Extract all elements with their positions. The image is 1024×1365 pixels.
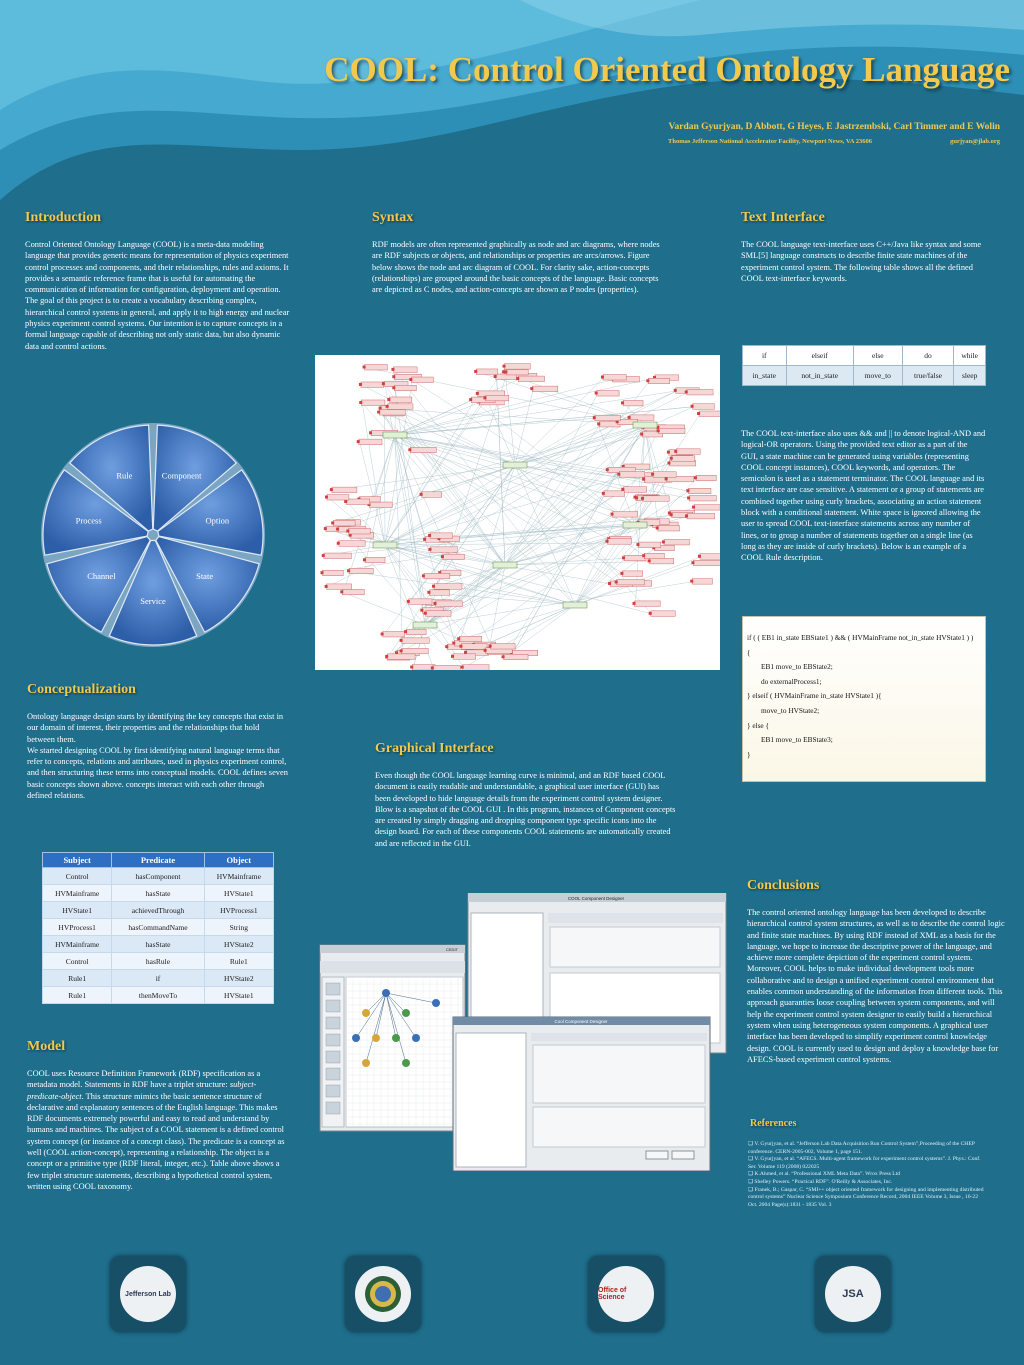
property-node [643, 496, 669, 502]
syntax-heading: Syntax [372, 210, 414, 225]
property-node [430, 547, 457, 553]
property-node [676, 449, 700, 455]
code-line: } else { [747, 720, 769, 730]
property-node [406, 629, 426, 635]
keyword-cell: not_in_state [786, 366, 853, 386]
table-cell: achievedThrough [112, 902, 204, 919]
palette-icon [326, 1068, 340, 1080]
property-node [430, 533, 452, 539]
table-row [43, 936, 274, 953]
property-node [653, 472, 676, 478]
table-cell: if [112, 970, 204, 987]
property-node [361, 400, 385, 406]
window-title: COOL Component Designer [567, 896, 625, 901]
component-icon [412, 1034, 420, 1042]
property-node [688, 488, 711, 494]
component-icon [352, 1034, 360, 1042]
keyword-cell: else [853, 346, 902, 366]
table-row [743, 366, 986, 386]
wheel-segment-label: Component [161, 470, 202, 481]
syntax-text: RDF models are often represented graphically as node and arc diagrams, where nodes are RDF subjects or objects, and relationships or properties are arcs/arrows. Figure below shows the node and arc diagram of COOL. For clarity sake, action-concepts (relationships) are grouped around the basic concepts of the language. Basic concepts are depicted as C nodes, and action-concepts are shown as P nodes (properties). [372, 240, 660, 295]
palette-icon [326, 1034, 340, 1046]
property-node [504, 654, 528, 660]
jsa-logo [815, 1256, 891, 1332]
introduction-heading: Introduction [25, 210, 101, 225]
property-node [443, 554, 464, 560]
concept-node [493, 562, 517, 568]
property-node [689, 495, 716, 501]
property-node [476, 369, 498, 375]
property-node [365, 365, 388, 371]
logo-disc [355, 1266, 411, 1322]
jefferson-lab-logo [110, 1256, 186, 1332]
column-header-subject: Subject [43, 853, 112, 868]
property-node [613, 512, 638, 518]
table-cell: HVState1 [43, 902, 112, 919]
property-node [619, 472, 645, 478]
wheel-segment-label: Process [75, 515, 102, 526]
text-interface-intro: The COOL language text-interface uses C++/Java like syntax and some SML[5] language constructs to describe finite state machines of the experiment control system. The following table shows all the defined COOL text-interface keywords. [741, 240, 982, 283]
property-node [518, 376, 544, 382]
property-node [617, 579, 645, 585]
property-node [623, 487, 646, 493]
property-node [659, 428, 685, 434]
model-text-emphasis: subject-predicate-object [27, 1080, 257, 1101]
column-header-object: Object [204, 853, 273, 868]
property-node [369, 502, 392, 508]
palette-icon [326, 1085, 340, 1097]
property-node [461, 644, 487, 650]
table-row [43, 885, 274, 902]
authors-line: Vardan Gyurjyan, D Abbott, G Heyes, E Jastrzembski, Carl Timmer and E Wolin [668, 122, 1000, 132]
property-node [453, 654, 476, 660]
model-text-rest: . This structure mimics the basic sentence structure of declarative and explanatory sentences of the English language. This makes RDF documents extremely powerful and easy to read and understand by humans and machines. The subject of a COOL statement is a defined control system concept (or instance of a concept class). The predicate is a concept as well (COOL action-concept), representing a relationship. The object is a concept or a primitive type (RDF literal, integer, etc.). Table above shows a few triplet structure statements, describing a hypothetical control system, written using COOL taxonomy. [27, 1091, 285, 1191]
property-node [323, 570, 344, 576]
affiliation: Thomas Jefferson National Accelerator Facility, Newport News, VA 23606 [668, 138, 873, 145]
conclusions-heading: Conclusions [747, 878, 820, 893]
concept-node [413, 622, 437, 628]
property-node [664, 539, 690, 545]
palette-icon [326, 1051, 340, 1063]
table-cell: HVState1 [204, 987, 273, 1004]
keyword-cell: sleep [954, 366, 986, 386]
property-node [332, 487, 357, 493]
table-row [43, 919, 274, 936]
wheel-segment-label: Rule [116, 470, 133, 481]
keyword-cell: move_to [853, 366, 902, 386]
property-node [491, 644, 515, 650]
rule-code-example [742, 616, 986, 782]
keyword-cell: in_state [743, 366, 787, 386]
keyword-cell: true/false [902, 366, 954, 386]
table-cell: Control [43, 868, 112, 885]
logo-disc: JSA [825, 1266, 881, 1322]
window-title: CEDIT [446, 947, 458, 952]
property-node [505, 364, 531, 370]
keyword-cell: while [954, 346, 986, 366]
property-node [388, 404, 413, 410]
component-icon [432, 999, 440, 1007]
code-line: move_to HVState2; [761, 705, 820, 715]
table-cell: hasComponent [112, 868, 204, 885]
property-node [623, 400, 643, 406]
conclusions-text: The control oriented ontology language has been developed to describe hierarchical control system structures, as well as to describe the control logic and finite state machines. By using RDF instead of XML as a basis for the language, we hope to increase the descriptive power of the language, and achieve more complete depiction of the experiment control system. Moreover, COOL helps to make individual development tools more collaborative and to design a unified experiment control environment that enables common understanding of the information from different tools. This approach guaranties loose coupling between system components, and will help the experiment control system designer to easily build a hierarchical system when using heterogeneous system components. A graphical user interface has been developed to simplify experiment control knowledge design. COOL is currently used to design and deploy a knowledge base for AFECS-based experiment control systems. [747, 908, 1005, 1064]
code-line: { [747, 647, 751, 657]
property-node [342, 589, 364, 595]
property-node [700, 554, 720, 560]
property-node [603, 375, 626, 381]
model-text [27, 1068, 289, 1192]
property-node [532, 386, 558, 392]
palette-icon [326, 1102, 340, 1114]
table-cell: HVProcess1 [204, 902, 273, 919]
keywords-table [742, 345, 986, 386]
rdf-node-arc-diagram [315, 355, 720, 670]
contact-email: gurjyan@jlab.org [950, 138, 1000, 145]
property-node [422, 492, 442, 498]
wheel-segment-label: State [196, 571, 214, 582]
table-cell: String [204, 919, 273, 936]
property-node [463, 665, 489, 670]
property-node [324, 553, 352, 559]
palette-icon [326, 1017, 340, 1029]
component-icon [402, 1059, 410, 1067]
concept-node [373, 542, 397, 548]
reference-item: ❑ Shelley Powers. “Practical RDF”. O'Reilly & Associates, Inc. [748, 1178, 893, 1185]
component-icon [402, 1009, 410, 1017]
property-node [608, 539, 632, 545]
concept-wheel-diagram [38, 420, 268, 650]
property-node [622, 571, 642, 577]
reference-item: ❑ V. Gyurjyan, et al. “Jefferson Lab Data Acquisition Run Control System”,Proceeding of the CHEP conference. CERN-2005-002, Volume 1, page 151. [748, 1141, 975, 1155]
component-icon [382, 989, 390, 997]
poster-title: COOL: Control Oriented Ontology Language [324, 50, 1010, 89]
code-line: do externalProcess1; [761, 676, 822, 686]
component-icon [362, 1059, 370, 1067]
property-node [327, 495, 349, 501]
property-node [429, 590, 449, 596]
table-cell: Rule1 [43, 970, 112, 987]
table-cell: HVState1 [204, 885, 273, 902]
reference-item: ❑ K.Ahmed, et al. “Professional XML Meta Data”. Wrox Press Ltd [748, 1171, 901, 1178]
introduction-paragraph: Control Oriented Ontology Language (COOL) is a meta-data modeling language that provides generic means for representation of physics experiment control processes and components, and their relationships, rules and axioms. It provides a semantic reference frame that is useful for automating the communication of information for configuration, deployment and operation. [25, 240, 289, 295]
table-cell: hasRule [112, 953, 204, 970]
table-row [43, 953, 274, 970]
property-node [638, 542, 660, 548]
property-node [389, 397, 411, 403]
table-cell: Rule1 [204, 953, 273, 970]
concept-node [503, 462, 527, 468]
property-node [692, 579, 712, 585]
property-node [394, 385, 416, 391]
property-node [339, 541, 365, 547]
wheel-segment-label: Option [205, 515, 230, 526]
table-row [43, 970, 274, 987]
table-cell: HVProcess1 [43, 919, 112, 936]
property-node [635, 601, 661, 607]
property-node [410, 447, 436, 453]
table-cell: HVState2 [204, 970, 273, 987]
property-node [434, 584, 462, 590]
property-node [651, 611, 676, 617]
property-node [379, 410, 405, 416]
table-cell: hasCommandName [112, 919, 204, 936]
gui-screenshot [316, 893, 729, 1171]
property-node [361, 382, 384, 388]
concept-node [623, 522, 647, 528]
property-node [349, 568, 373, 574]
conceptualization-paragraph: Ontology language design starts by identifying the key concepts that exist in our domain of interest, their properties and the relationships that hold between them. [27, 712, 284, 744]
property-node [359, 439, 382, 445]
property-node [687, 389, 713, 395]
property-node [672, 456, 695, 462]
palette-icon [326, 983, 340, 995]
table-row [43, 987, 274, 1004]
office-of-science-logo [588, 1256, 664, 1332]
property-node [650, 558, 674, 564]
table-cell: HVState2 [204, 936, 273, 953]
property-node [402, 638, 430, 644]
model-heading: Model [27, 1039, 66, 1054]
logo-disc: Office of Science [598, 1266, 654, 1322]
table-row [43, 868, 274, 885]
code-line: } [747, 749, 751, 759]
column-header-predicate: Predicate [112, 853, 204, 868]
conceptualization-paragraph: We started designing COOL by first identifying natural language terms that refer to concepts, relations and attributes, used in physics experiment control, and then structuring these terms into conceptual models. COOL defines seven basic concepts shown above. concepts interact with each other through defined relations. [27, 745, 288, 801]
property-node [402, 648, 429, 654]
property-node [409, 599, 432, 605]
property-node [694, 505, 720, 511]
table-cell: Rule1 [43, 987, 112, 1004]
triples-table [42, 852, 274, 1004]
introduction-paragraph: The goal of this project is to create a vocabulary describing complex, hierarchical control systems in general, and apply it to high energy and nuclear physics experiment control systems. Our intention is to capture concepts in a formal language capable of describing not only static data, but also dynamic data and control actions. [25, 296, 290, 351]
property-node [433, 665, 460, 670]
property-node [693, 404, 715, 410]
doe-seal-icon [363, 1274, 403, 1314]
table-cell: hasState [112, 885, 204, 902]
table-row [43, 902, 274, 919]
property-node [393, 367, 417, 373]
property-node [333, 520, 355, 526]
property-node [435, 601, 462, 607]
reference-item: ❑ Franek, B.; Gaspar, C. “SMI++ object oriented framework for designing and implementing distributed control systems” Nuclear Science Symposium Conference Record, 2004 IEEE Volume 3, Issue , 16-22 Oct. 2004 Page(s):1831 - 1835 Vol. 3 [748, 1186, 984, 1208]
property-node [687, 513, 715, 519]
code-line: } elseif ( HVMainFrame in_state HVState1 ){ [747, 691, 882, 701]
property-node [696, 475, 716, 481]
conceptualization-heading: Conceptualization [27, 682, 136, 697]
keyword-cell: elseif [786, 346, 853, 366]
conceptualization-text [27, 711, 289, 801]
references-heading: References [750, 1118, 797, 1129]
property-node [424, 573, 450, 579]
model-text-intro: COOL uses Resource Definition Framework (RDF) specification as a metadata model. Statements in RDF have a triplet structure: [27, 1069, 261, 1090]
logo-disc: Jefferson Lab [120, 1266, 176, 1322]
wheel-segment-label: Service [140, 596, 166, 606]
property-node [348, 528, 370, 534]
header-wave-background [0, 0, 1024, 220]
reference-item: ❑ V. Gyurjyan, et al. “AFECS. Multi-agent framework for experiment control systems”. J. Phys.: Conf. Ser. Volume 119 (2008) 022025 [748, 1156, 981, 1170]
property-node [365, 557, 385, 563]
table-cell: Control [43, 953, 112, 970]
table-row [743, 346, 986, 366]
introduction-text [25, 239, 290, 352]
window-title: Cool Component Designer [554, 1019, 608, 1024]
concept-node [633, 422, 657, 428]
table-cell: HVMainframe [43, 885, 112, 902]
property-node [411, 377, 433, 383]
property-node [597, 391, 619, 397]
concept-node [383, 432, 407, 438]
property-node [485, 395, 508, 401]
property-node [648, 378, 669, 384]
property-node [346, 499, 370, 505]
table-cell: HVMainframe [43, 936, 112, 953]
code-line: EB1 move_to EBState2; [761, 662, 833, 672]
wheel-segment-label: Channel [87, 571, 116, 582]
property-node [383, 631, 405, 637]
property-node [327, 584, 352, 590]
property-node [699, 411, 720, 417]
keyword-cell: do [902, 346, 954, 366]
table-cell: HVMainframe [204, 868, 273, 885]
cedit-window [320, 945, 465, 1131]
component-icon [362, 1009, 370, 1017]
code-line: if ( ( EB1 in_state EBState1 ) && ( HVMainFrame not_in_state HVState1 ) ) [747, 633, 974, 642]
property-node [459, 636, 481, 642]
property-node [604, 491, 625, 497]
affiliation-line [560, 138, 1000, 145]
keyword-cell: if [743, 346, 787, 366]
cool-component-designer-window [453, 1017, 710, 1171]
property-node [658, 525, 680, 531]
code-line: EB1 move_to EBState3; [761, 735, 833, 745]
references-list [748, 1141, 984, 1209]
table-cell: thenMoveTo [112, 987, 204, 1004]
text-interface-heading: Text Interface [741, 210, 825, 225]
graphical-interface-text: Even though the COOL language learning curve is minimal, and an RDF based COOL document is easily readable and understandable, a graphical user interface (GUI) has been developed to hide language details from the experiment control system designer. Blow is a snapshot of the COOL GUI . In this program, instances of Component concepts are created by simply dragging and dropping component type specific icons into the design board. For each of these components COOL statements are automatically created and are reflected in the GUI. [375, 771, 676, 848]
property-node [595, 415, 621, 421]
property-node [644, 553, 664, 559]
property-node [426, 611, 451, 617]
property-node [387, 654, 415, 660]
table-cell: hasState [112, 936, 204, 953]
component-icon [372, 1034, 380, 1042]
concept-node [563, 602, 587, 608]
graphical-interface-heading: Graphical Interface [375, 741, 494, 756]
palette-icon [326, 1000, 340, 1012]
component-icon [392, 1034, 400, 1042]
doe-seal-logo [345, 1256, 421, 1332]
property-node [693, 560, 720, 566]
text-interface-details: The COOL text-interface also uses && and || to denote logical-AND and logical-OR operators. Using the provided text editor as a part of the GUI, a state machine can be generated using variables (representing COOL concept instances), COOL keywords, and operators. The semicolon is used as a statement terminator. The COOL language and its text interface are case sensitive. A statement or a group of statements are combined together using curly brackets, associating an action statement block with a conditional statement. White space is ignored allowing the user to spread COOL text-interface statements across any number of lines, or to group a number of statements together on a single line (as long as they are inside of curly brackets). Below is an example of a COOL Rule description. [741, 429, 986, 563]
property-node [506, 369, 528, 375]
